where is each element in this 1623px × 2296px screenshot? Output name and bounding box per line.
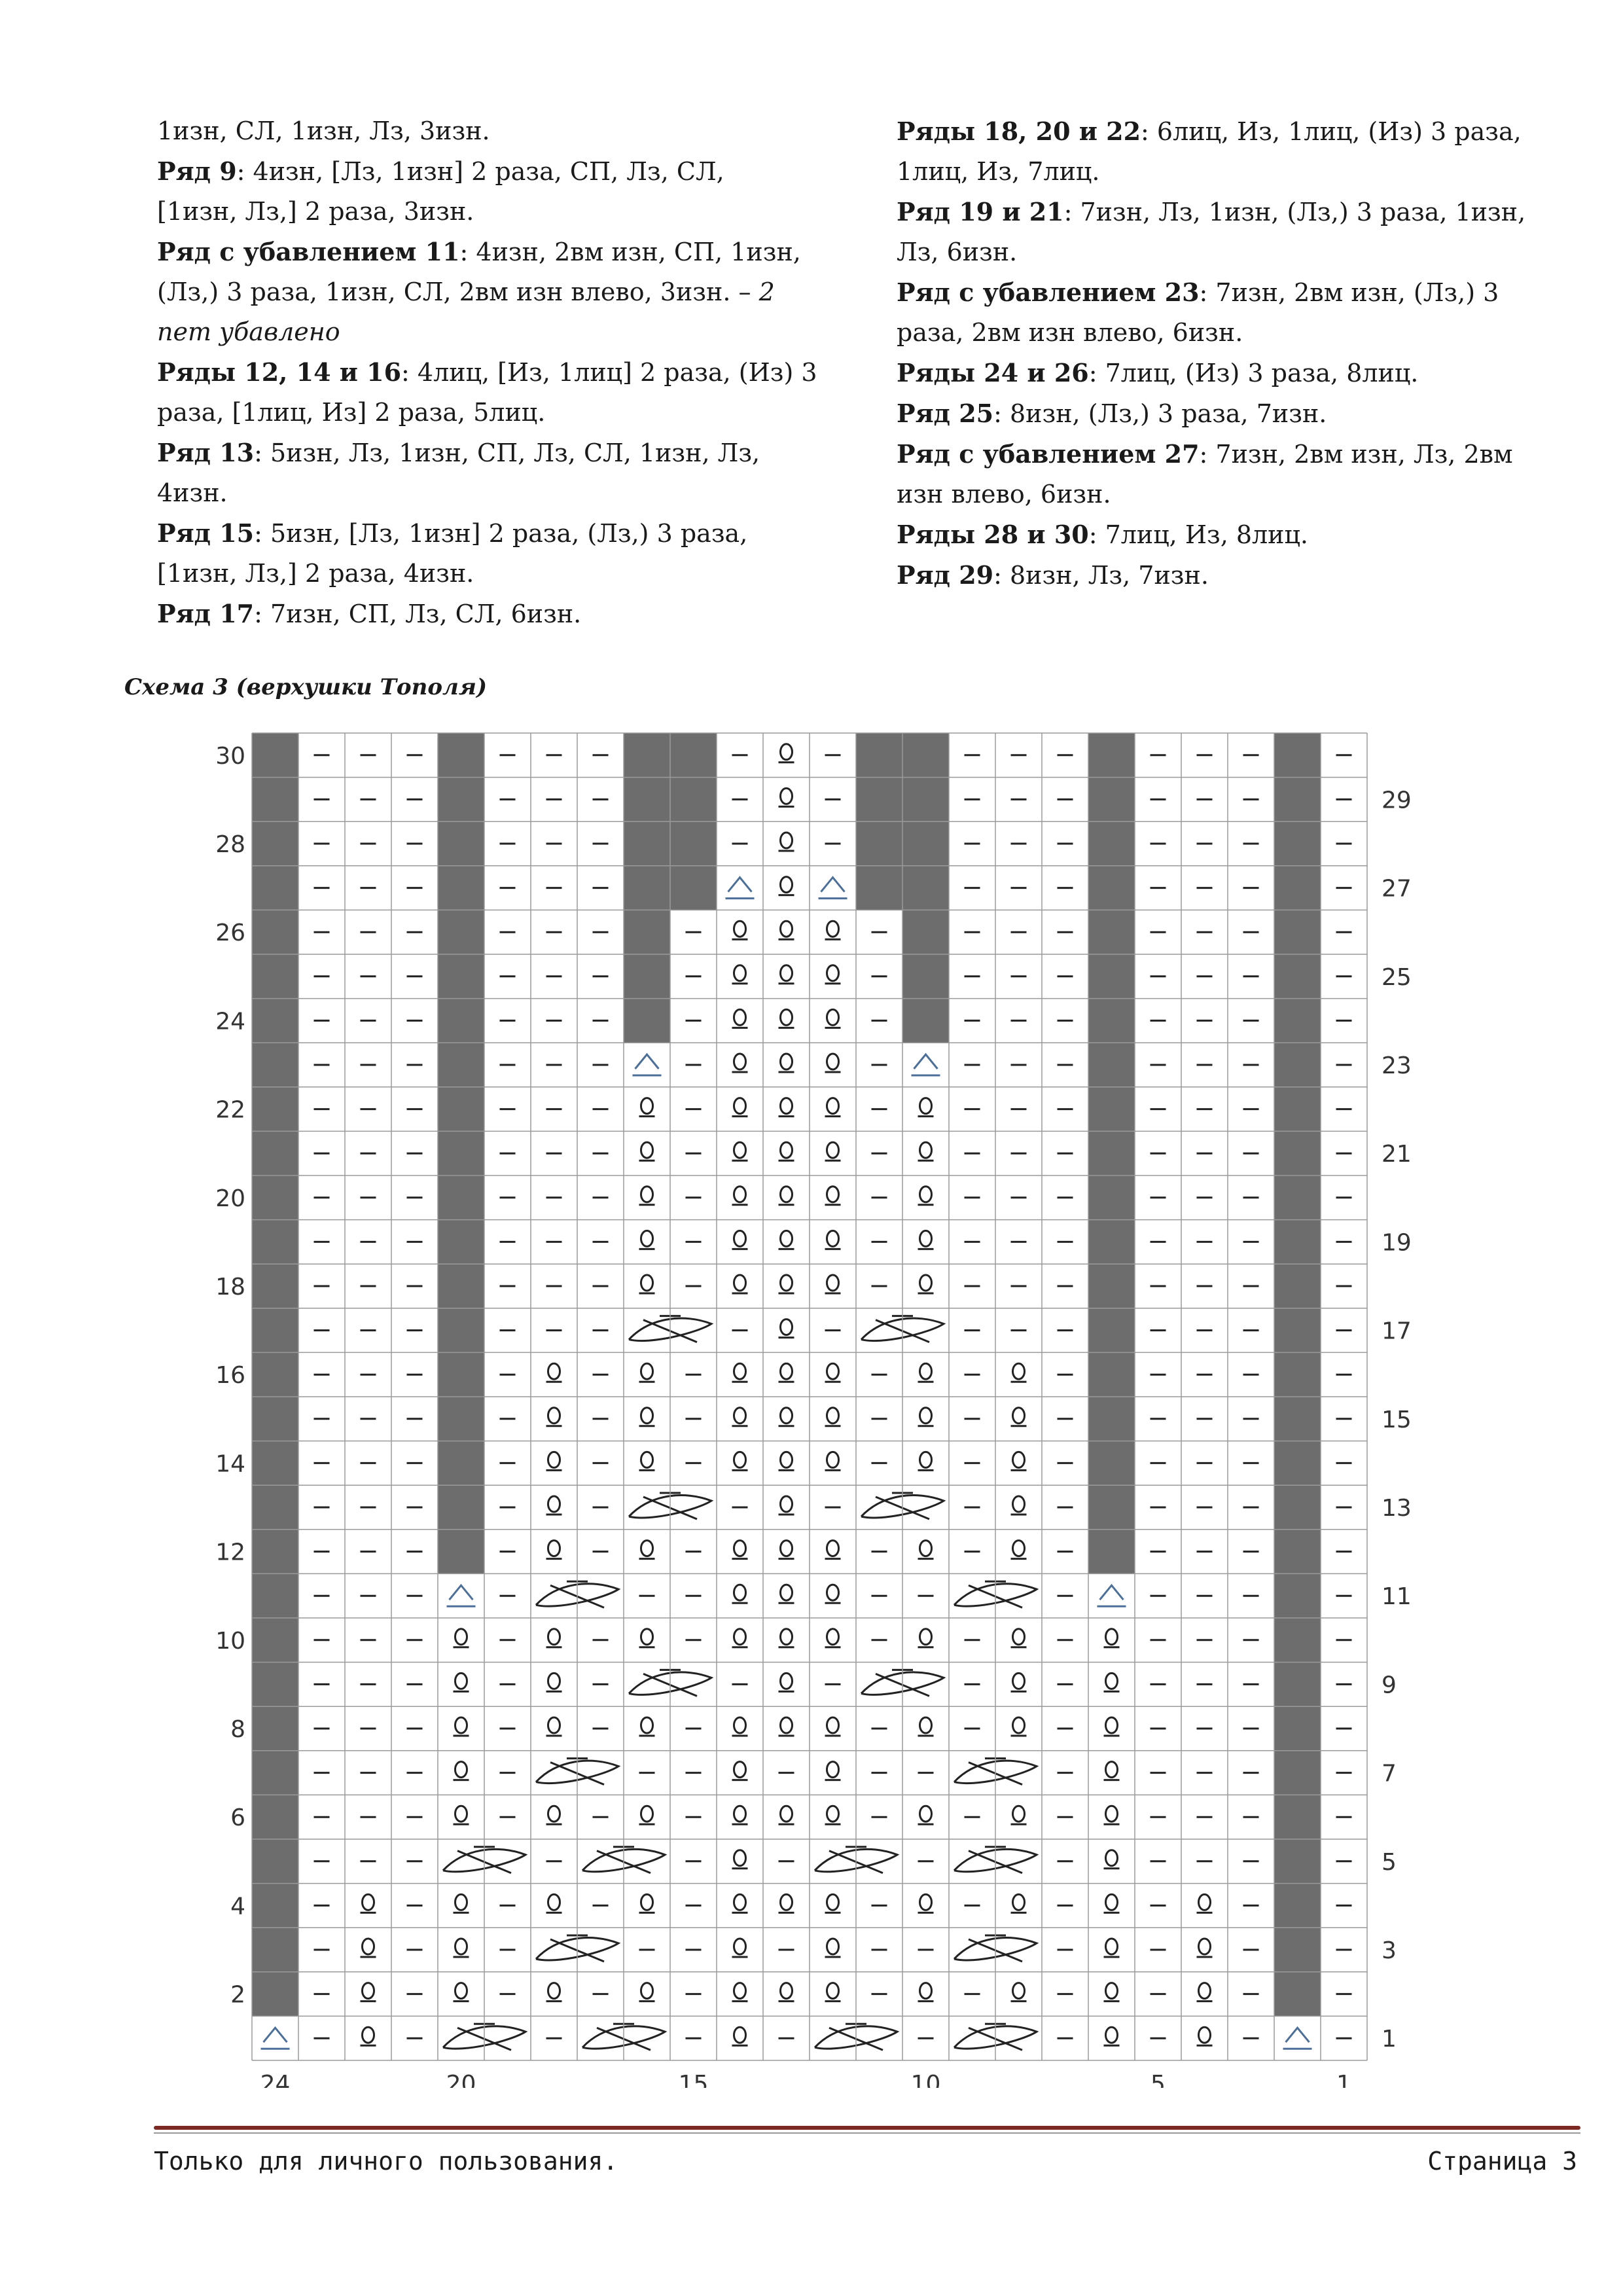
instruction-text: : 7изн, Лз, 1изн, (Лз,) 3 раза, 1изн, <box>1063 198 1526 226</box>
no-stitch-cell <box>902 999 949 1043</box>
no-stitch-cell <box>1088 999 1135 1043</box>
no-stitch-cell <box>856 866 902 910</box>
no-stitch-cell <box>1274 1751 1321 1795</box>
no-stitch-cell <box>856 733 902 778</box>
no-stitch-cell <box>1274 866 1321 910</box>
no-stitch-cell <box>438 1308 484 1353</box>
no-stitch-cell <box>1274 1264 1321 1308</box>
no-stitch-cell <box>1088 1352 1135 1397</box>
no-stitch-cell <box>670 866 717 910</box>
instruction-line <box>897 514 1558 555</box>
no-stitch-cell <box>1274 1175 1321 1220</box>
no-stitch-cell <box>624 733 670 778</box>
no-stitch-cell <box>252 910 298 954</box>
instruction-text: : 5изн, Лз, 1изн, СП, Лз, СЛ, 1изн, Лз, <box>254 439 760 467</box>
no-stitch-cell <box>252 1087 298 1132</box>
no-stitch-cell <box>1088 910 1135 954</box>
footer-rule-thin <box>154 2132 1580 2134</box>
no-stitch-cell <box>252 1308 298 1353</box>
row-label-left: 14 <box>215 1450 245 1478</box>
no-stitch-cell <box>1274 910 1321 954</box>
instruction-line <box>897 353 1558 393</box>
row-label-right: 25 <box>1382 963 1412 991</box>
no-stitch-cell <box>438 1352 484 1397</box>
instruction-text: Лз, 6изн. <box>897 238 1018 266</box>
instruction-text: : 7изн, СП, Лз, СЛ, 6изн. <box>254 600 582 628</box>
no-stitch-cell <box>252 954 298 999</box>
no-stitch-cell <box>1274 1972 1321 2017</box>
row-label-left: 18 <box>215 1274 245 1300</box>
no-stitch-cell <box>1274 954 1321 999</box>
no-stitch-cell <box>438 1175 484 1220</box>
instruction-text: : 7изн, 2вм изн, (Лз,) 3 <box>1199 278 1499 307</box>
no-stitch-cell <box>252 1264 298 1308</box>
instruction-line <box>897 232 1558 272</box>
instruction-line <box>157 352 883 393</box>
no-stitch-cell <box>438 733 484 778</box>
row-label-right: 19 <box>1382 1229 1412 1257</box>
no-stitch-cell <box>1274 1352 1321 1397</box>
no-stitch-cell <box>252 1751 298 1795</box>
no-stitch-cell <box>438 999 484 1043</box>
no-stitch-cell <box>856 821 902 866</box>
no-stitch-cell <box>1088 1131 1135 1175</box>
instruction-text: 2 <box>758 278 775 306</box>
instruction-text: Ряд 25 <box>897 399 994 428</box>
instruction-text: Ряд 29 <box>897 560 994 590</box>
no-stitch-cell <box>438 866 484 910</box>
chart-title: Схема 3 (верхушки Тополя) <box>124 674 488 700</box>
no-stitch-cell <box>624 821 670 866</box>
column-label: 20 <box>446 2071 476 2088</box>
row-label-left: 12 <box>215 1539 245 1566</box>
instruction-text: Ряд с убавлением 11 <box>157 237 460 266</box>
no-stitch-cell <box>1088 733 1135 778</box>
instruction-line <box>897 393 1558 434</box>
instruction-text: Ряд 19 и 21 <box>897 197 1064 226</box>
instruction-text: Ряды 24 и 26 <box>897 358 1089 387</box>
row-label-left: 24 <box>215 1008 245 1035</box>
no-stitch-cell <box>252 1397 298 1441</box>
column-label: 1 <box>1336 2071 1351 2088</box>
instruction-text: Ряды 12, 14 и 16 <box>157 357 402 387</box>
no-stitch-cell <box>252 1043 298 1087</box>
no-stitch-cell <box>1274 778 1321 822</box>
column-label: 24 <box>260 2071 291 2088</box>
footer-rule <box>154 2126 1580 2130</box>
instruction-text: Ряд с убавлением 27 <box>897 439 1200 469</box>
instruction-text: : 8изн, (Лз,) 3 раза, 7изн. <box>993 399 1327 428</box>
no-stitch-cell <box>252 1573 298 1618</box>
no-stitch-cell <box>252 1485 298 1530</box>
no-stitch-cell <box>1088 866 1135 910</box>
no-stitch-cell <box>624 999 670 1043</box>
instruction-text: : 8изн, Лз, 7изн. <box>993 561 1209 590</box>
no-stitch-cell <box>1088 1043 1135 1087</box>
instruction-text: раза, [1лиц, Из] 2 раза, 5лиц. <box>157 398 546 427</box>
no-stitch-cell <box>1088 778 1135 822</box>
row-label-right: 5 <box>1382 1848 1397 1876</box>
no-stitch-cell <box>1274 1441 1321 1486</box>
no-stitch-cell <box>1274 1308 1321 1353</box>
no-stitch-cell <box>1274 1220 1321 1265</box>
row-label-right: 11 <box>1382 1583 1412 1611</box>
row-label-left: 6 <box>230 1804 245 1832</box>
no-stitch-cell <box>252 1131 298 1175</box>
no-stitch-cell <box>1274 821 1321 866</box>
no-stitch-cell <box>670 733 717 778</box>
no-stitch-cell <box>902 866 949 910</box>
instruction-line <box>157 594 883 634</box>
instruction-line <box>157 192 883 232</box>
instruction-text: : 4лиц, [Из, 1лиц] 2 раза, (Из) 3 <box>401 358 817 387</box>
no-stitch-cell <box>1088 1441 1135 1486</box>
no-stitch-cell <box>438 1087 484 1132</box>
no-stitch-cell <box>252 1175 298 1220</box>
instruction-line <box>897 152 1558 192</box>
instruction-line <box>157 393 883 433</box>
no-stitch-cell <box>624 778 670 822</box>
no-stitch-cell <box>438 1441 484 1486</box>
no-stitch-cell <box>252 1972 298 2017</box>
no-stitch-cell <box>252 1928 298 1972</box>
no-stitch-cell <box>438 1220 484 1265</box>
instruction-text: пет убавлено <box>157 317 340 346</box>
instruction-text: : 4изн, 2вм изн, СП, 1изн, <box>459 238 801 266</box>
instruction-line <box>157 513 883 554</box>
instruction-text: Ряд 17 <box>157 599 255 628</box>
instruction-text: [1изн, Лз,] 2 раза, 3изн. <box>157 197 474 226</box>
no-stitch-cell <box>252 821 298 866</box>
row-label-right: 7 <box>1382 1760 1397 1787</box>
instruction-line <box>897 272 1558 313</box>
no-stitch-cell <box>252 778 298 822</box>
no-stitch-cell <box>252 1884 298 1928</box>
instruction-text: Ряд 9 <box>157 156 237 186</box>
row-label-left: 8 <box>230 1716 245 1743</box>
instruction-text: : 7изн, 2вм изн, Лз, 2вм <box>1199 440 1513 469</box>
instruction-line <box>157 151 883 192</box>
no-stitch-cell <box>438 778 484 822</box>
instruction-line <box>897 192 1558 232</box>
row-label-left: 28 <box>215 831 245 858</box>
row-label-right: 23 <box>1382 1052 1412 1079</box>
knitting-chart <box>157 658 1515 2088</box>
no-stitch-cell <box>252 1441 298 1486</box>
instruction-text: изн влево, 6изн. <box>897 480 1111 509</box>
instruction-line <box>157 433 883 473</box>
no-stitch-cell <box>1088 821 1135 866</box>
chart-svg <box>157 658 1515 2088</box>
row-label-left: 16 <box>215 1362 245 1390</box>
row-label-left: 4 <box>230 1893 245 1920</box>
instruction-text: раза, 2вм изн влево, 6изн. <box>897 318 1243 347</box>
no-stitch-cell <box>1088 1397 1135 1441</box>
no-stitch-cell <box>252 1795 298 1839</box>
no-stitch-cell <box>438 954 484 999</box>
row-label-right: 13 <box>1382 1495 1412 1522</box>
no-stitch-cell <box>438 1043 484 1087</box>
no-stitch-cell <box>252 1352 298 1397</box>
no-stitch-cell <box>1274 1485 1321 1530</box>
column-label: 10 <box>910 2071 941 2088</box>
no-stitch-cell <box>1088 1220 1135 1265</box>
instructions <box>157 111 1558 634</box>
instruction-text: : 7лиц, Из, 8лиц. <box>1088 520 1309 549</box>
instruction-text: : 6лиц, Из, 1лиц, (Из) 3 раза, <box>1141 117 1522 146</box>
no-stitch-cell <box>438 1485 484 1530</box>
no-stitch-cell <box>670 821 717 866</box>
no-stitch-cell <box>624 866 670 910</box>
instruction-text: Ряд с убавлением 23 <box>897 278 1200 307</box>
no-stitch-cell <box>902 821 949 866</box>
no-stitch-cell <box>902 954 949 999</box>
row-label-left: 30 <box>215 742 245 770</box>
instruction-text: 1лиц, Из, 7лиц. <box>897 157 1100 186</box>
no-stitch-cell <box>902 733 949 778</box>
instruction-text: [1изн, Лз,] 2 раза, 4изн. <box>157 559 474 588</box>
no-stitch-cell <box>252 866 298 910</box>
instruction-line <box>157 554 883 594</box>
no-stitch-cell <box>624 910 670 954</box>
instruction-line <box>157 473 883 513</box>
no-stitch-cell <box>1274 1884 1321 1928</box>
row-label-right: 21 <box>1382 1141 1412 1168</box>
no-stitch-cell <box>1274 999 1321 1043</box>
no-stitch-cell <box>438 1530 484 1574</box>
no-stitch-cell <box>1088 1087 1135 1132</box>
no-stitch-cell <box>1274 733 1321 778</box>
no-stitch-cell <box>1274 1530 1321 1574</box>
no-stitch-cell <box>1274 1706 1321 1751</box>
no-stitch-cell <box>1274 1662 1321 1707</box>
instruction-line <box>897 111 1558 152</box>
no-stitch-cell <box>902 910 949 954</box>
no-stitch-cell <box>1088 1308 1135 1353</box>
no-stitch-cell <box>438 821 484 866</box>
instruction-text: 4изн. <box>157 478 228 507</box>
no-stitch-cell <box>438 910 484 954</box>
footer-note: Только для личного пользования. <box>154 2147 618 2176</box>
no-stitch-cell <box>252 1530 298 1574</box>
instruction-text: : 4изн, [Лз, 1изн] 2 раза, СП, Лз, СЛ, <box>236 157 724 186</box>
row-label-left: 10 <box>215 1627 245 1655</box>
instruction-text: (Лз,) 3 раза, 1изн, СЛ, 2вм изн влево, 3изн. – <box>157 278 759 306</box>
no-stitch-cell <box>856 778 902 822</box>
no-stitch-cell <box>1088 1175 1135 1220</box>
no-stitch-cell <box>1274 1928 1321 1972</box>
instruction-line <box>157 312 883 352</box>
no-stitch-cell <box>1088 954 1135 999</box>
row-label-right: 3 <box>1382 1937 1397 1964</box>
instruction-text: : 7лиц, (Из) 3 раза, 8лиц. <box>1088 359 1419 387</box>
instruction-text: Ряды 28 и 30 <box>897 520 1089 549</box>
column-label: 15 <box>678 2071 709 2088</box>
instructions-left-column <box>157 111 883 634</box>
no-stitch-cell <box>1274 1087 1321 1132</box>
instruction-line <box>897 434 1558 475</box>
instruction-text: Ряды 18, 20 и 22 <box>897 117 1141 146</box>
no-stitch-cell <box>252 1662 298 1707</box>
no-stitch-cell <box>902 778 949 822</box>
row-label-right: 29 <box>1382 787 1412 814</box>
no-stitch-cell <box>1088 1530 1135 1574</box>
row-label-right: 15 <box>1382 1406 1412 1433</box>
column-label: 5 <box>1150 2071 1166 2088</box>
no-stitch-cell <box>252 999 298 1043</box>
instruction-line <box>897 555 1558 596</box>
no-stitch-cell <box>252 733 298 778</box>
instruction-text: 1изн, СЛ, 1изн, Лз, 3изн. <box>157 117 490 145</box>
no-stitch-cell <box>438 1397 484 1441</box>
no-stitch-cell <box>624 954 670 999</box>
row-label-left: 20 <box>215 1185 245 1212</box>
instruction-text: Ряд 13 <box>157 438 255 467</box>
no-stitch-cell <box>252 1706 298 1751</box>
no-stitch-cell <box>252 1839 298 1884</box>
no-stitch-cell <box>1274 1043 1321 1087</box>
no-stitch-cell <box>1274 1618 1321 1662</box>
instruction-line <box>157 272 883 312</box>
instruction-line <box>897 475 1558 514</box>
no-stitch-cell <box>1088 1264 1135 1308</box>
instruction-line <box>897 313 1558 353</box>
no-stitch-cell <box>438 1264 484 1308</box>
instruction-line <box>157 232 883 272</box>
no-stitch-cell <box>1274 1131 1321 1175</box>
row-label-right: 17 <box>1382 1318 1412 1345</box>
row-label-left: 2 <box>230 1981 245 2009</box>
row-label-left: 26 <box>215 920 245 947</box>
row-label-right: 1 <box>1382 2026 1397 2053</box>
instruction-text: : 5изн, [Лз, 1изн] 2 раза, (Лз,) 3 раза, <box>254 519 748 548</box>
row-label-right: 9 <box>1382 1672 1397 1699</box>
instruction-line <box>157 111 883 151</box>
no-stitch-cell <box>252 1220 298 1265</box>
no-stitch-cell <box>1274 1795 1321 1839</box>
no-stitch-cell <box>438 1131 484 1175</box>
instruction-text: Ряд 15 <box>157 518 255 548</box>
no-stitch-cell <box>1274 1397 1321 1441</box>
no-stitch-cell <box>1274 1573 1321 1618</box>
no-stitch-cell <box>1274 1839 1321 1884</box>
no-stitch-cell <box>670 778 717 822</box>
no-stitch-cell <box>1088 1485 1135 1530</box>
instructions-right-column <box>897 111 1558 634</box>
row-label-left: 22 <box>215 1096 245 1124</box>
page-number: Страница 3 <box>1427 2147 1577 2176</box>
no-stitch-cell <box>252 1618 298 1662</box>
row-label-right: 27 <box>1382 875 1412 903</box>
